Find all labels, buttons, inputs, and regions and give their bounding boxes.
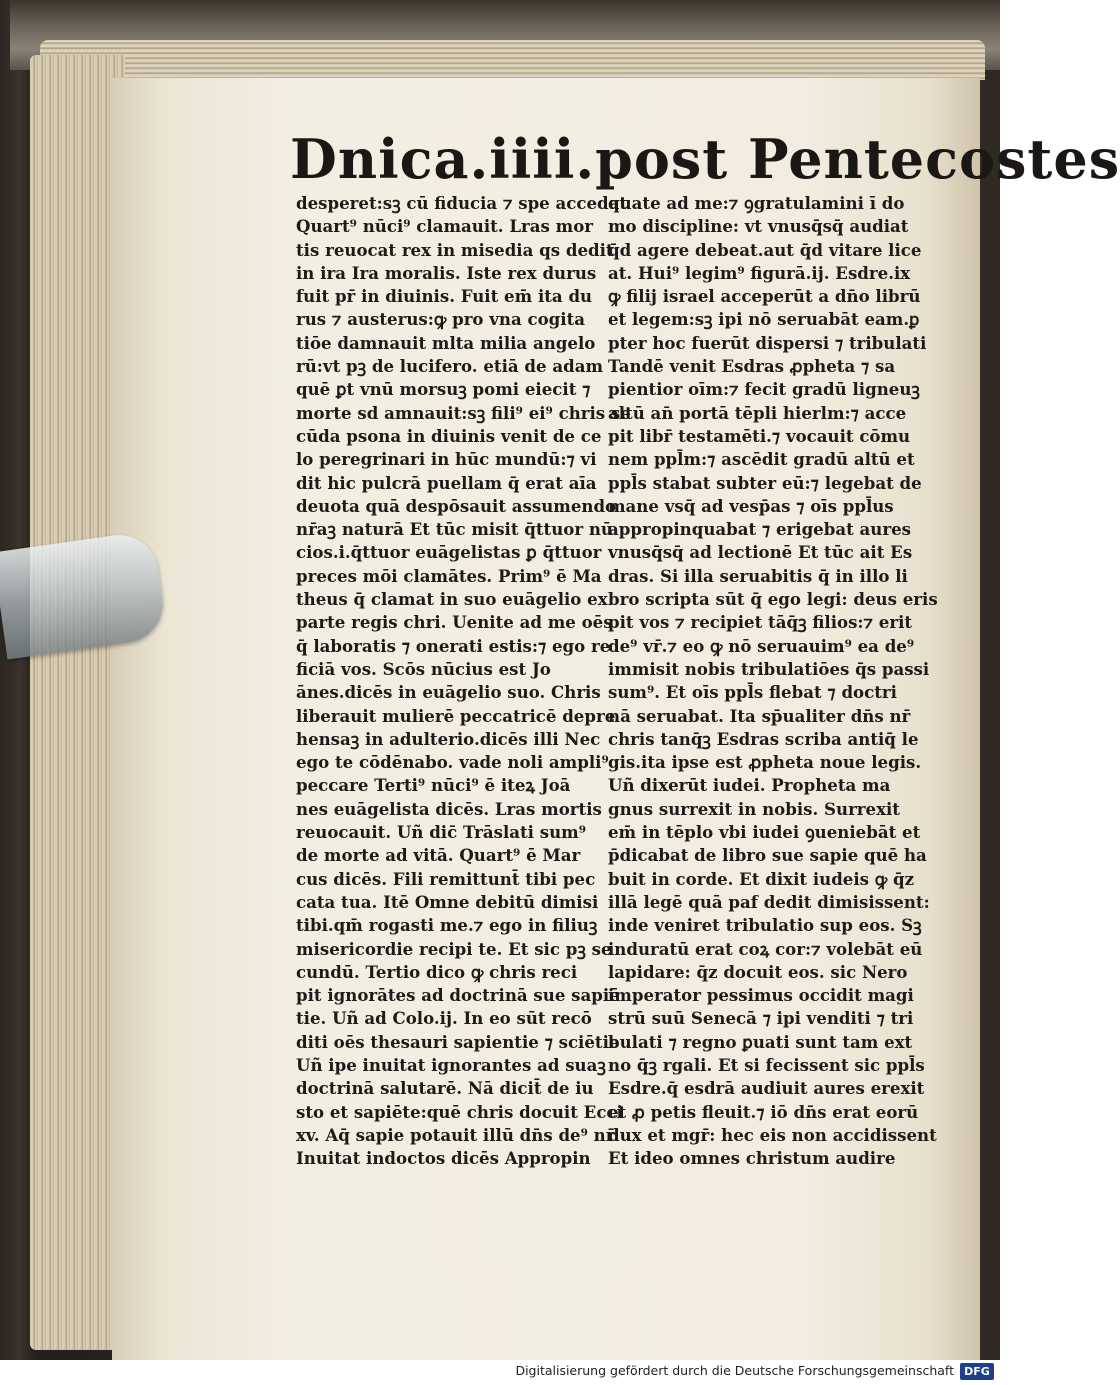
text-line: Esdre.q̄ esdrā audiuit aures erexit xyxy=(608,1078,925,1099)
text-line: ꝙ filij israel acceperūt a dn̄o librū xyxy=(608,286,921,307)
text-line: cus dicēs. Fili remittunt̄ tibi pec xyxy=(296,868,596,889)
text-line: in ira Ira moralis. Iste rex durus xyxy=(296,262,597,283)
text-line: bulati ⁊ regno ꝑuati sunt tam ext xyxy=(608,1031,913,1052)
text-line: gis.ita ipse est ꝓpheta noue legis. xyxy=(608,752,922,773)
text-line: vnusq̄sq̄ ad lectionē Et tūc ait Es xyxy=(608,542,913,563)
text-line: buit in corde. Et dixit iudeis ꝙ q̄z xyxy=(608,868,915,889)
text-line: Et ideo omnes christum audire xyxy=(608,1148,896,1169)
text-column-right xyxy=(608,192,938,1170)
text-line: ppl̄s stabat subter eū:⁊ legebat de xyxy=(608,472,922,493)
text-line: diti oēs thesauri sapientie ⁊ sciētie xyxy=(296,1031,620,1052)
text-line: tie. Uñ ad Colo.ij. In eo sūt recō xyxy=(296,1008,592,1029)
text-line: chris tanq̄ꝫ Esdras scriba antiq̄ le xyxy=(608,728,919,749)
text-line: ānes.dicēs in euāgelio suo. Chris xyxy=(296,682,601,703)
text-line: ficiā vos. Scōs nūcius est Jo xyxy=(296,658,551,679)
text-line: cata tua. Itē Omne debitū dimisi xyxy=(296,891,599,912)
text-line: preces mōi clamātes. Prim⁹ ē Ma xyxy=(296,565,602,586)
text-line: induratū erat coꝝ cor:⁊ volebāt eū xyxy=(608,938,923,959)
text-line: rus ⁊ austerus:ꝙ pro vna cogita xyxy=(296,309,586,330)
text-line: cūda psona in diuinis venit de ce xyxy=(296,425,602,446)
text-line: sum⁹. Et oīs ppl̄s flebat ⁊ doctri xyxy=(608,682,897,703)
text-line: gnus surrexit in nobis. Surrexit xyxy=(608,798,900,819)
text-line: liberauit mulierē peccatricē depre xyxy=(296,705,616,726)
text-line: appropinquabat ⁊ erigebat aures xyxy=(608,519,911,540)
text-line: morte sd amnauit:sꝫ fili⁹ ei⁹ chris se xyxy=(296,402,631,423)
text-line: mane vsq̄ ad vesp̄as ⁊ oīs ppl̄us xyxy=(608,495,894,516)
text-line: nr̄aꝫ naturā Et tūc misit q̄ttuor nū xyxy=(296,519,613,540)
text-line: rū:vt pꝫ de lucifero. etiā de adam xyxy=(296,356,604,377)
text-line: hensaꝫ in adulterio.dicēs illi Nec xyxy=(296,728,601,749)
text-line: nes euāgelista dicēs. Lras mortis xyxy=(296,798,602,819)
funding-notice: Digitalisierung gefördert durch die Deutsche Forschungsgemeinschaft xyxy=(515,1363,954,1378)
text-line: pientior oīm:⁊ fecit gradū ligneuꝫ xyxy=(608,379,920,400)
text-line: ego te cōdēnabo. vade noli ampli⁹ xyxy=(296,752,609,773)
text-line: peccare Terti⁹ nūci⁹ ē iteꝝ Joā xyxy=(296,775,571,796)
text-line: pter hoc fuerūt dispersi ⁊ tribulati xyxy=(608,332,927,353)
text-column-left xyxy=(296,192,631,1170)
text-line: immisit nobis tribulatiōes q̄s passi xyxy=(608,658,930,679)
text-line: tiōe damnauit mlta milia angelo xyxy=(296,332,596,353)
text-line: Uñ ipe inuitat ignorantes ad suaꝫ xyxy=(296,1054,606,1075)
text-line: dit hic pulcrā puellam q̄ erat aīa xyxy=(296,472,597,493)
text-line: quē ꝑt vnū morsuꝫ pomi eiecit ⁊ xyxy=(296,379,591,400)
text-line: q̄d agere debeat.aut q̄d vitare lice xyxy=(608,239,922,260)
text-line: quate ad me:⁊ ꝯgratulamini ī do xyxy=(608,193,905,213)
text-line: Tandē venit Esdras ꝓpheta ⁊ sa xyxy=(608,356,896,377)
running-header: Dnica.iiii.post Pentecostes xyxy=(290,127,1120,191)
text-line: pit libr̄ testamēti.⁊ vocauit cōmu xyxy=(608,425,911,446)
text-line: nā seruabat. Ita sp̄ualiter dn̄s nr̄ xyxy=(608,705,911,726)
text-line: parte regis chri. Uenite ad me oēs xyxy=(296,612,613,633)
text-line: reuocauit. Uñ dic̄ Trāslati sum⁹ xyxy=(296,822,586,843)
text-line: illā legē quā paf dedit dimisissent: xyxy=(608,891,930,912)
footer-bar xyxy=(0,1360,1000,1385)
dfg-logo: DFG xyxy=(960,1363,994,1380)
text-line: de⁹ vr̄.⁊ eo ꝙ nō seruauim⁹ ea de⁹ xyxy=(608,635,915,656)
text-line: nem ppl̄m:⁊ ascēdit gradū altū et xyxy=(608,449,915,470)
text-line: xv. Aq̄ sapie potauit illū dn̄s de⁹ nr̄ xyxy=(296,1124,615,1145)
text-line: imperator pessimus occidit magi xyxy=(608,985,914,1006)
text-line: dras. Si illa seruabitis q̄ in illo li xyxy=(608,565,908,586)
text-line: de morte ad vitā. Quart⁹ ē Mar xyxy=(296,845,581,866)
text-line: cundū. Tertio dico ꝙ chris reci xyxy=(296,961,578,982)
text-line: bro scripta sūt q̄ ego legi: deus eris xyxy=(608,589,938,610)
text-line: Quart⁹ nūci⁹ clamauit. Lras mor xyxy=(296,216,594,237)
text-line: sto et sapiēte:quē chris docuit Ecci xyxy=(296,1101,623,1122)
text-line: Inuitat indoctos dicēs Appropin xyxy=(296,1148,591,1169)
text-line: tibi.qm̄ rogasti me.⁊ ego in filiuꝫ xyxy=(296,915,598,936)
text-line: doctrinā salutarē. Nā dicit̄ de iu xyxy=(296,1078,594,1099)
text-line: at. Hui⁹ legim⁹ figurā.ij. Esdre.ix xyxy=(608,262,911,283)
text-line: et ꝓ petis fleuit.⁊ iō dn̄s erat eorū xyxy=(608,1101,919,1122)
text-line: em̄ in tēplo vbi iudei ꝯueniebāt et xyxy=(608,822,921,843)
page-edges-left xyxy=(30,55,125,1350)
text-line: cios.i.q̄ttuor euāgelistas ꝑ q̄ttuor xyxy=(296,542,602,563)
text-line: altū an̄ portā tēpli hierlm:⁊ acce xyxy=(608,402,907,423)
text-line: no q̄ꝫ rgali. Et si fecissent sic ppl̄s xyxy=(608,1054,925,1075)
text-line: dux et mgr̄: hec eis non accidissent xyxy=(608,1124,937,1145)
text-line: desperet:sꝫ cū fiducia ⁊ spe accedat xyxy=(296,193,628,213)
text-line: deuota quā despōsauit assumendo xyxy=(296,495,617,516)
text-line: p̄dicabat de libro sue sapie quē ha xyxy=(608,845,927,866)
text-line: pit ignorātes ad doctrinā sue sapiē xyxy=(296,985,620,1006)
text-line: strū suū Senecā ⁊ ipi venditi ⁊ tri xyxy=(608,1008,914,1029)
text-line: tis reuocat rex in misedia qs dedit xyxy=(296,239,614,260)
text-line: lo peregrinari in hūc mundū:⁊ vi xyxy=(296,449,597,470)
text-line: inde veniret tribulatio sup eos. Sꝫ xyxy=(608,915,922,936)
text-line: q̄ laboratis ⁊ onerati estis:⁊ ego re xyxy=(296,635,611,656)
text-line: Uñ dixerūt iudei. Propheta ma xyxy=(608,775,891,796)
text-line: mo discipline: vt vnusq̄sq̄ audiat xyxy=(608,216,909,237)
text-line: misericordie recipi te. Et sic pꝫ se xyxy=(296,938,612,959)
text-line: et legem:sꝫ ipi nō seruabāt eam.ꝑ xyxy=(608,309,920,330)
text-line: theus q̄ clamat in suo euāgelio ex xyxy=(296,589,608,610)
text-line: pit vos ⁊ recipiet tāq̄ꝫ filios:⁊ erit xyxy=(608,612,913,633)
text-line: lapidare: q̄z docuit eos. sic Nero xyxy=(608,961,908,982)
page-edges-top xyxy=(40,40,985,80)
text-line: fuit pr̄ in diuinis. Fuit em̄ ita du xyxy=(296,286,593,307)
